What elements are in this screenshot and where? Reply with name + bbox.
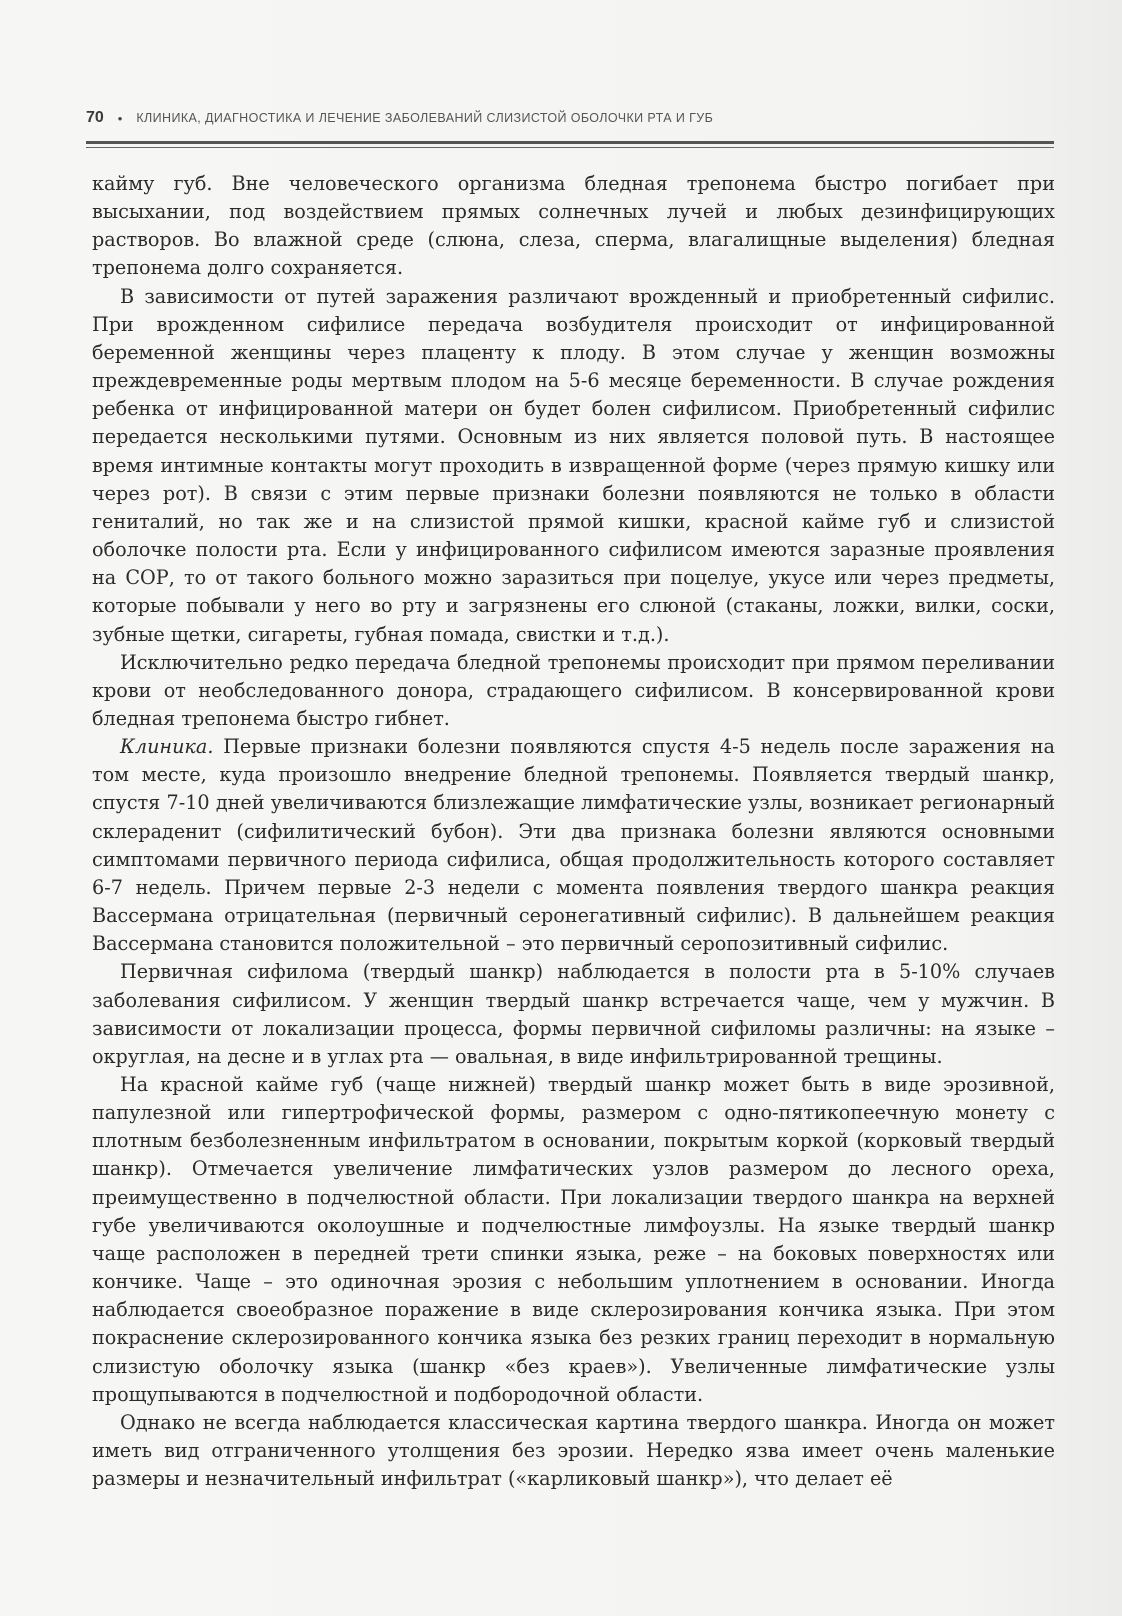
paragraph-7: Однако не всегда наблюдается классическая картина твердого шанкра. Иногда он может иметь вид отграниченного утолщения без эрозии. Нередко язва имеет очень маленькие размеры и незначительный инфильтрат («карликовый шанкр»), что делает её: [92, 1410, 1055, 1491]
paragraph-5: Первичная сифилома (твердый шанкр) наблюдается в полости рта в 5-10% случаев заболевания сифилисом. У женщин твердый шанкр встречается чаще, чем у мужчин. В зависимости от локализации процесса, формы первичной сифиломы различны: на языке – округлая, на десне и в углах рта — овальная, в виде инфильтрированной трещины.: [92, 960, 1055, 1068]
paragraph-4-lead: Клиника.: [120, 735, 214, 759]
body-text: [92, 170, 1055, 1493]
paragraph-3: Исключительно редко передача бледной трепонемы происходит при прямом переливании крови от необследованного донора, страдающего сифилисом. В консервированной крови бледная трепонема быстро гибнет.: [92, 650, 1055, 730]
paragraph-4: [92, 733, 1055, 958]
header-rule-thin: [86, 147, 1054, 148]
paragraph-6: На красной кайме губ (чаще нижней) твердый шанкр может быть в виде эрозивной, папулезной или гипертрофической формы, размером с одно-пятикопеечную монету с плотным безболезненным инфильтратом в основании, покрытым коркой (корковый твердый шанкр). Отмечается увеличение лимфатических узлов размером до лесного ореха, преимущественно в подчелюстной области. При локализации твердого шанкра на верхней губе увеличиваются околоушные и подчелюстные лимфоузлы. На языке твердый шанкр чаще расположен в передней трети спинки языка, реже – на боковых поверхностях или кончике. Чаще – это одиночная эрозия с небольшим уплотнением в основании. Иногда наблюдается своеобразное поражение в виде склерозирования кончика языка. При этом покраснение склерозированного кончика языка без резких границ переходит в нормальную слизистую оболочку языка (шанкр «без краев»). Увеличенные лимфатические узлы прощупываются в подчелюстной и подбородочной области.: [92, 1073, 1055, 1406]
running-title: КЛИНИКА, ДИАГНОСТИКА И ЛЕЧЕНИЕ ЗАБОЛЕВАНИЙ СЛИЗИСТОЙ ОБОЛОЧКИ РТА И ГУБ: [136, 111, 714, 125]
paragraph-2: В зависимости от путей заражения различают врожденный и приобретенный сифилис. При врожденном сифилисе передача возбудителя происходит от инфицированной беременной женщины через плаценту к плоду. В этом случае у женщин возможны преждевременные роды мертвым плодом на 5-6 месяце беременности. В случае рождения ребенка от инфицированной матери он будет болен сифилисом. Приобретенный сифилис передается несколькими путями. Основным из них является половой путь. В настоящее время интимные контакты могут проходить в извращенной форме (через прямую кишку или через рот). В связи с этим первые признаки болезни появляются не только в области гениталий, но так же и на слизистой прямой кишки, красной кайме губ и слизистой оболочке полости рта. Если у инфицированного сифилисом имеются заразные проявления на СОР, то от такого больного можно заразиться при поцелуе, укусе или через предметы, которые побывали у него во рту и загрязнены его слюной (стаканы, ложки, вилки, соски, зубные щетки, сигареты, губная помада, свистки и т.д.).: [92, 284, 1055, 646]
header-bullet: •: [117, 110, 123, 126]
header-rule-thick: [86, 141, 1054, 144]
paragraph-1: кайму губ. Вне человеческого организма бледная трепонема быстро погибает при высыхании, под воздействием прямых солнечных лучей и любых дезинфицирующих растворов. Во влажной среде (слюна, слеза, сперма, влагалищные выделения) бледная трепонема долго сохраняется.: [92, 172, 1055, 280]
page-number: 70: [86, 109, 104, 126]
running-header: [86, 106, 1054, 130]
paragraph-4-text: Первые признаки болезни появляются спустя 4-5 недель после заражения на том месте, куда произошло внедрение бледной трепонемы. Появляется твердый шанкр, спустя 7-10 дней увеличиваются близлежащие лимфатические узлы, возникает регионарный склераденит (сифилитический бубон). Эти два признака болезни являются основными симптомами первичного периода сифилиса, общая продолжительность которого составляет 6-7 недель. Причем первые 2-3 недели с момента появления твердого шанкра реакция Вассермана отрицательная (первичный серонегативный сифилис). В дальнейшем реакция Вассермана становится положительной – это первичный серопозитивный сифилис.: [92, 735, 1055, 956]
